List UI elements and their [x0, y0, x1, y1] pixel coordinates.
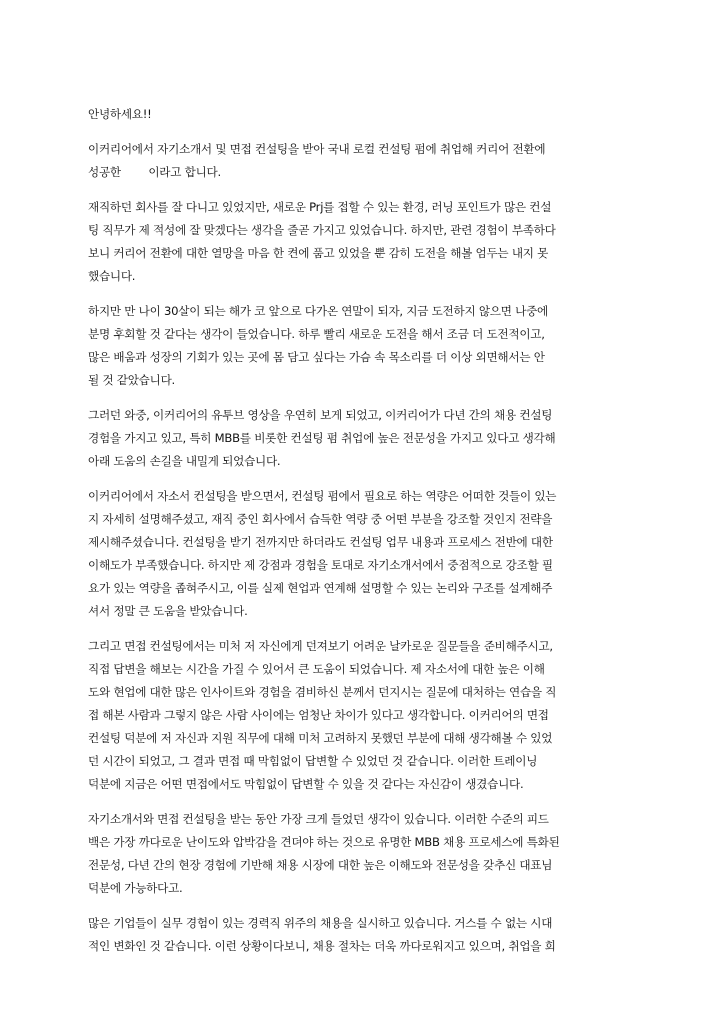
- text-line: 덕분에 지금은 어떤 면접에서도 막힘없이 답변할 수 있을 것 같다는 자신감이 생겼습니다.: [88, 777, 524, 791]
- text-line: 이커리어에서 자기소개서 및 면접 컨설팅을 받아 국내 로컬 컨설팅 펌에 취업해 커리어 전환에: [88, 142, 546, 156]
- text-line: 셔서 정말 큰 도움을 받았습니다.: [88, 604, 248, 618]
- text-line: 재직하던 회사를 잘 다니고 있었지만, 새로운 Prj를 접할 수 있는 환경, 러닝 포인트가 많은 컨설: [88, 200, 552, 214]
- text-line: 요가 있는 역량을 좁혀주시고, 이를 실제 현업과 연계해 설명할 수 있는 논리와 구조를 설계해주: [88, 581, 553, 595]
- intro-paragraph: [88, 138, 636, 184]
- text-line: 하지만 만 나이 30살이 되는 해가 코 앞으로 다가온 연말이 되자, 지금 도전하지 않으면 나중에: [88, 304, 548, 318]
- greeting-paragraph: [88, 103, 636, 126]
- text-line: 던 시간이 되었고, 그 결과 면접 때 막힘없이 답변할 수 있었던 것 같습니다. 이러한 트레이닝: [88, 754, 538, 768]
- text-line: 이해도가 부족했습니다. 하지만 제 강점과 경험을 토대로 자기소개서에서 중점적으로 강조할 필: [88, 558, 553, 572]
- motivation-paragraph: [88, 300, 636, 392]
- text-line: 도와 현업에 대한 많은 인사이트와 경험을 겸비하신 분께서 던지시는 질문에 대처하는 연습을 직: [88, 685, 557, 699]
- text-line: 했습니다.: [88, 269, 136, 283]
- text-line: 제시해주셨습니다. 컨설팅을 받기 전까지만 하더라도 컨설팅 업무 내용과 프로세스 전반에 대한: [88, 535, 553, 549]
- resume-consulting-paragraph: [88, 485, 636, 623]
- text-line: 경험을 가지고 있고, 특히 MBB를 비롯한 컨설팅 펌 취업에 높은 전문성을 가지고 있다고 생각해: [88, 431, 556, 445]
- text-line: 아래 도움의 손길을 내밀게 되었습니다.: [88, 454, 281, 468]
- text-line: 그리고 면접 컨설팅에서는 미처 저 자신에게 던져보기 어려운 날카로운 질문들을 준비해주시고,: [88, 639, 553, 653]
- text-line: 적인 변화인 것 같습니다. 이런 상황이다보니, 채용 절차는 더욱 까다로워지고 있으며, 취업을 희: [88, 939, 556, 953]
- text-line: 직접 답변을 해보는 시간을 가질 수 있어서 큰 도움이 되었습니다. 제 자소서에 대한 높은 이해: [88, 662, 545, 676]
- text-line: 접 해본 사람과 그렇지 않은 사람 사이에는 엄청난 차이가 있다고 생각합니다. 이커리어의 면접: [88, 708, 549, 722]
- text-line: 많은 기업들이 실무 경험이 있는 경력직 위주의 채용을 실시하고 있습니다. 거스를 수 없는 시대: [88, 916, 553, 930]
- text-line: 보니 커리어 전환에 대한 열망을 마음 한 켠에 품고 있었을 뿐 감히 도전을 해볼 엄두는 내지 못: [88, 246, 549, 260]
- interview-consulting-paragraph: [88, 635, 636, 796]
- text-line: 컨설팅 덕분에 저 자신과 지원 직무에 대해 미처 고려하지 못했던 부분에 대해 생각해볼 수 있었: [88, 731, 553, 745]
- reflection-paragraph: [88, 808, 636, 900]
- text-line: 이커리어에서 자소서 컨설팅을 받으면서, 컨설팅 펌에서 필요로 하는 역량은 어떠한 것들이 있는: [88, 489, 557, 503]
- text-line: 팅 직무가 제 적성에 잘 맞겠다는 생각을 줄곧 가지고 있었습니다. 하지만, 관련 경험이 부족하다: [88, 223, 556, 237]
- background-paragraph: [88, 196, 636, 288]
- market-paragraph: [88, 912, 636, 958]
- text-line: 덕분에 가능하다고.: [88, 881, 183, 895]
- text-line: 그러던 와중, 이커리어의 유투브 영상을 우연히 보게 되었고, 이커리어가 다년 간의 채용 컨설팅: [88, 408, 553, 422]
- text-line: 성공한 이라고 합니다.: [88, 165, 221, 179]
- text-line: 백은 가장 까다로운 난이도와 압박감을 견뎌야 하는 것으로 유명한 MBB 채용 프로세스에 특화된: [88, 835, 560, 849]
- text-line: 분명 후회할 것 같다는 생각이 들었습니다. 하루 빨리 새로운 도전을 해서 조금 더 도전적이고,: [88, 327, 545, 341]
- text-line: 많은 배움과 성장의 기회가 있는 곳에 몸 담고 싶다는 가슴 속 목소리를 더 이상 외면해서는 안: [88, 350, 545, 364]
- document-body: [88, 103, 636, 970]
- text-line: 될 것 같았습니다.: [88, 373, 175, 387]
- text-line: 전문성, 다년 간의 현장 경험에 기반해 채용 시장에 대한 높은 이해도와 전문성을 갖추신 대표님: [88, 858, 553, 872]
- text-line: 안녕하세요!!: [88, 107, 152, 121]
- discovery-paragraph: [88, 404, 636, 473]
- text-line: 지 자세히 설명해주셨고, 재직 중인 회사에서 습득한 역량 중 어떤 부분을 강조할 것인지 전략을: [88, 512, 553, 526]
- text-line: 자기소개서와 면접 컨설팅을 받는 동안 가장 크게 들었던 생각이 있습니다. 이러한 수준의 피드: [88, 812, 549, 826]
